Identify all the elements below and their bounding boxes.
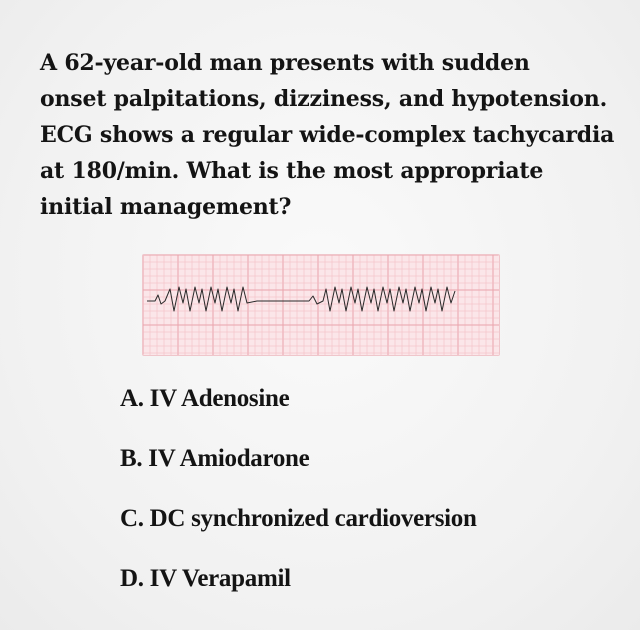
option-d[interactable]: D. IV Verapamil xyxy=(120,565,291,592)
answer-options xyxy=(120,378,477,618)
option-a[interactable]: A. IV Adenosine xyxy=(120,385,290,412)
ecg-tracing xyxy=(143,255,499,355)
option-c[interactable]: C. DC synchronized cardioversion xyxy=(120,505,477,532)
ecg-strip-image xyxy=(142,254,500,356)
question-text: A 62-year-old man presents with sudden onset palpitations, dizziness, and hypotension. ECG shows a regular wide-complex tachycardia at 180/min. What is the most appropriate initial management? xyxy=(40,50,615,220)
option-b[interactable]: B. IV Amiodarone xyxy=(120,445,310,472)
